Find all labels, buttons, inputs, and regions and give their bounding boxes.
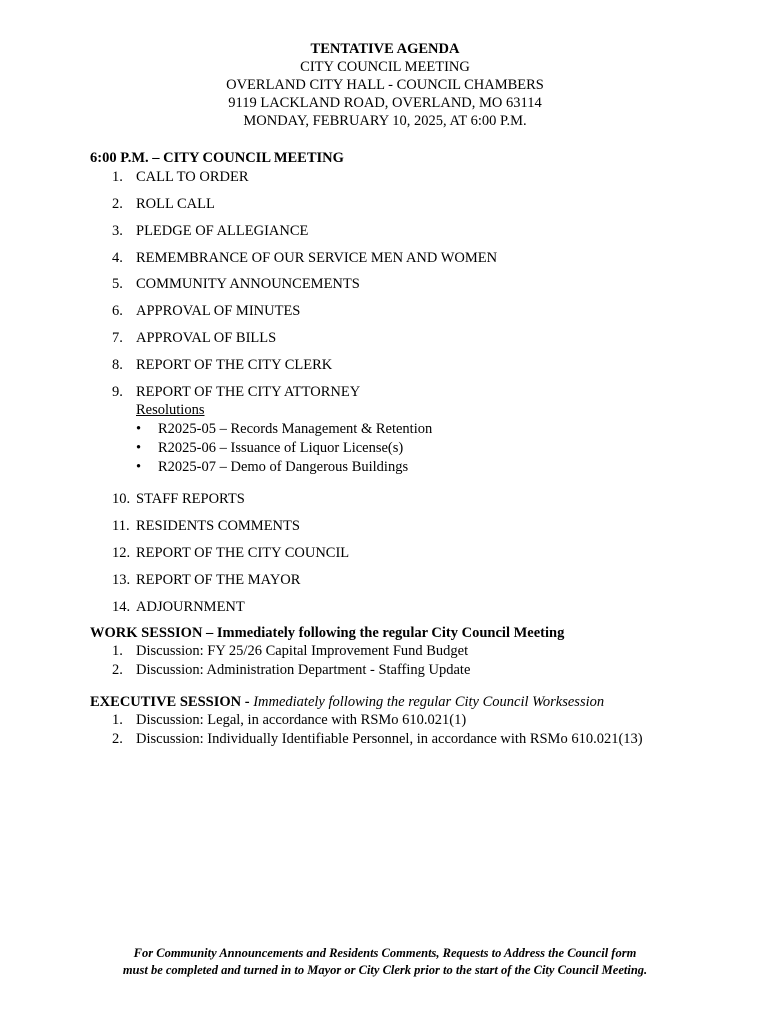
- work-session-heading: WORK SESSION – Immediately following the regular City Council Meeting: [90, 625, 565, 641]
- item-number: 1.: [112, 712, 123, 728]
- bullet-icon: •: [136, 440, 142, 456]
- item-number: 8.: [112, 357, 123, 373]
- work-session-item: [112, 643, 468, 660]
- item-text: Discussion: Individually Identifiable Personnel, in accordance with RSMo 610.021(13): [136, 731, 643, 747]
- item-number: 12.: [112, 545, 131, 561]
- agenda-item: [112, 384, 360, 401]
- item-text: Discussion: Legal, in accordance with RSMo 610.021(1): [136, 712, 467, 728]
- item-text: APPROVAL OF MINUTES: [136, 303, 301, 319]
- executive-session-item: [112, 731, 643, 748]
- bullet-icon: •: [136, 459, 142, 475]
- item-text: APPROVAL OF BILLS: [136, 330, 277, 346]
- item-text: RESIDENTS COMMENTS: [136, 518, 300, 534]
- agenda-item: [112, 518, 300, 535]
- item-text: ROLL CALL: [136, 196, 215, 212]
- agenda-item: [112, 545, 349, 562]
- agenda-item: [112, 491, 245, 508]
- executive-session-title: EXECUTIVE SESSION -: [90, 694, 254, 710]
- agenda-item: [112, 196, 215, 213]
- item-number: 7.: [112, 330, 123, 346]
- item-number: 2.: [112, 196, 123, 212]
- item-number: 10.: [112, 491, 131, 507]
- item-text: CALL TO ORDER: [136, 169, 249, 185]
- item-number: 11.: [112, 518, 130, 534]
- agenda-item: [112, 223, 308, 240]
- meeting-date: MONDAY, FEBRUARY 10, 2025, AT 6:00 P.M.: [243, 113, 527, 129]
- item-number: 5.: [112, 276, 123, 292]
- resolution-item: [136, 459, 408, 476]
- item-number: 13.: [112, 572, 131, 588]
- agenda-title: TENTATIVE AGENDA: [310, 41, 460, 57]
- meeting-address: 9119 LACKLAND ROAD, OVERLAND, MO 63114: [228, 95, 542, 111]
- item-text: REPORT OF THE CITY ATTORNEY: [136, 384, 361, 400]
- resolution-text: R2025-06 – Issuance of Liquor License(s): [158, 440, 404, 456]
- agenda-item: [112, 250, 497, 267]
- agenda-footer-note: [0, 945, 770, 979]
- agenda-item: [112, 330, 276, 347]
- item-text: REPORT OF THE MAYOR: [136, 572, 301, 588]
- resolution-text: R2025-07 – Demo of Dangerous Buildings: [158, 459, 409, 475]
- item-number: 4.: [112, 250, 123, 266]
- item-number: 6.: [112, 303, 123, 319]
- footer-line: must be completed and turned in to Mayor or City Clerk prior to the start of the City Council Meeting.: [122, 963, 648, 977]
- resolution-text: R2025-05 – Records Management & Retention: [158, 421, 433, 437]
- meeting-name: CITY COUNCIL MEETING: [300, 59, 470, 75]
- item-number: 14.: [112, 599, 131, 615]
- agenda-item: [112, 303, 300, 320]
- item-number: 2.: [112, 662, 123, 678]
- item-text: Discussion: Administration Department - Staffing Update: [136, 662, 471, 678]
- resolution-item: [136, 440, 403, 457]
- footer-line: For Community Announcements and Residents Comments, Requests to Address the Council form: [133, 946, 637, 960]
- item-text: PLEDGE OF ALLEGIANCE: [136, 223, 309, 239]
- item-text: STAFF REPORTS: [136, 491, 245, 507]
- item-text: COMMUNITY ANNOUNCEMENTS: [136, 276, 360, 292]
- item-number: 1.: [112, 643, 123, 659]
- executive-session-item: [112, 712, 466, 729]
- agenda-item: [112, 276, 360, 293]
- item-number: 1.: [112, 169, 123, 185]
- agenda-item: [112, 357, 332, 374]
- resolution-item: [136, 421, 432, 438]
- executive-session-heading: [90, 694, 604, 711]
- agenda-item: [112, 572, 300, 589]
- agenda-item: [112, 599, 245, 616]
- meeting-location: OVERLAND CITY HALL - COUNCIL CHAMBERS: [226, 77, 544, 93]
- item-number: 2.: [112, 731, 123, 747]
- work-session-item: [112, 662, 470, 679]
- item-text: ADJOURNMENT: [136, 599, 245, 615]
- item-text: REMEMBRANCE OF OUR SERVICE MEN AND WOMEN: [136, 250, 498, 266]
- executive-session-subtitle: Immediately following the regular City Council Worksession: [253, 694, 605, 710]
- council-meeting-heading: 6:00 P.M. – CITY COUNCIL MEETING: [90, 150, 344, 166]
- item-number: 9.: [112, 384, 123, 400]
- item-text: REPORT OF THE CITY CLERK: [136, 357, 333, 373]
- agenda-item: [112, 169, 249, 186]
- item-text: REPORT OF THE CITY COUNCIL: [136, 545, 350, 561]
- agenda-header: [0, 40, 770, 130]
- resolutions-label: Resolutions: [136, 402, 205, 418]
- item-text: Discussion: FY 25/26 Capital Improvement Fund Budget: [136, 643, 469, 659]
- bullet-icon: •: [136, 421, 142, 437]
- item-number: 3.: [112, 223, 123, 239]
